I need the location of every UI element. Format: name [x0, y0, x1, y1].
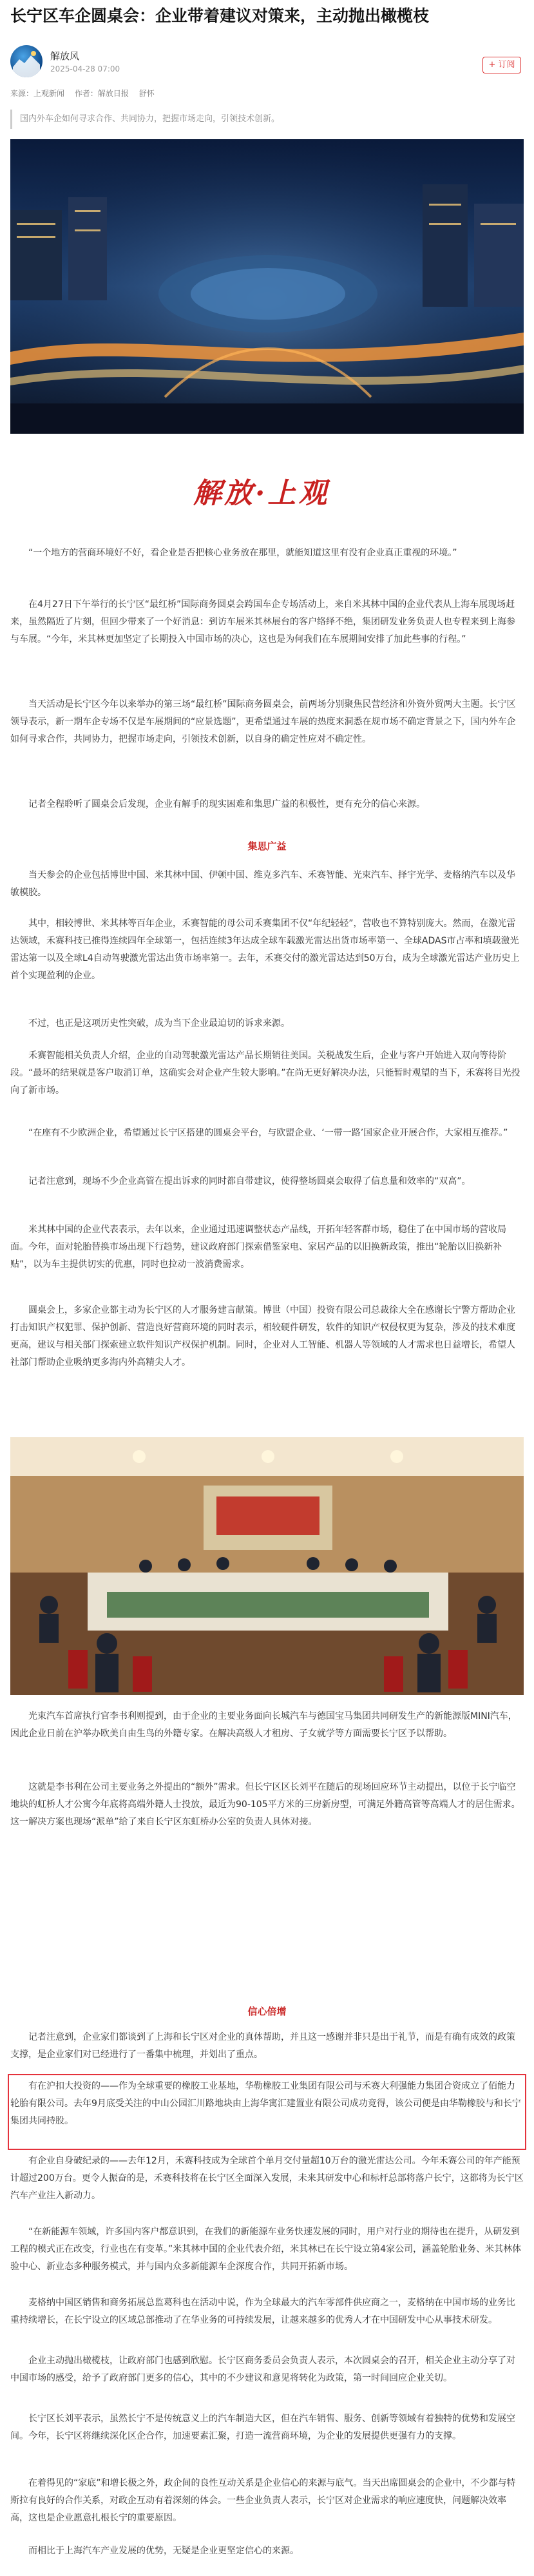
author-row [10, 45, 524, 81]
paragraph: 在着得见的“家底”和增长极之外，政企间的良性互动关系是企业信心的来源与底气。当天出席圆桌会的企业中，不少都与特斯拉有良好的合作关系，对政企互动有着深刻的体会。一些企业负责人表示，长宁区对企业需求的响应速度快，问题解决效率高，这也是企业愿意扎根长宁的重要原因。 [10, 2478, 516, 2523]
paragraph: 禾赛智能相关负责人介绍，企业的自动驾驶激光雷达产品长期销往美国。关税战发生后，企业与客户开始进入双向等待阶段。“最坏的结果就是客户取消订单，这确实会对企业产生较大影响。”在尚无更好解决办法，只能暂时观望的当下，禾赛将目光投向了新市场。 [10, 1051, 520, 1096]
highlighted-paragraph: 有在沪扣大投资的——作为全球重要的橡胶工业基地，华勒橡胶工业集团有限公司与禾赛大利强能力集团合资成立了佰能力轮胎有限公司。去年9月底受关注的中山公园汇川路地块由上海华寓汇建置业有限公司成功竞得，该公司便是由华勒橡胶与和长宁集团共同持股。 [10, 2081, 521, 2126]
section-heading: 集思广益 [247, 840, 287, 852]
paragraph: 而相比于上海汽车产业发展的优势，无疑是企业更坚定信心的来源。 [28, 2546, 299, 2556]
hero-image [10, 139, 524, 434]
avatar[interactable] [10, 45, 43, 77]
paragraph: 当天参会的企业包括博世中国、米其林中国、伊顿中国、维克多汽车、禾赛智能、光束汽车、择宇光学、麦格纳汽车以及华敏模胶。 [10, 870, 515, 898]
paragraph: “一个地方的营商环境好不好，看企业是否把核心业务放在那里，就能知道这里有没有企业真正重视的环境。” [28, 548, 457, 558]
paragraph: 企业主动抛出橄榄枝，让政府部门也感到欣慰。长宁区商务委员会负责人表示，本次圆桌会的召开，相关企业主动分享了对中国市场的感受，给予了政府部门更多的信心，其中的不少建议和意见将转化为政策，第一时间回应企业关切。 [10, 2356, 515, 2383]
section-heading: 信心倍增 [247, 2006, 287, 2017]
paragraph: “在座有不少欧洲企业，希望通过长宁区搭建的圆桌会平台，与欧盟企业、‘一带一路’国家企业开展合作，大家相互推荐。” [28, 1128, 508, 1138]
paragraph: 有企业自身破纪录的——去年12月，禾赛科技成为全球首个单月交付量超10万台的激光雷达公司。今年禾赛公司的年产能预计超过200万台。更令人振奋的是，禾赛科技将在长宁区全面深入发展，未来其研发中心和标杆总部将落户长宁，这都将为长宁区汽车产业注入新动力。 [10, 2156, 524, 2201]
paragraph: 不过，也正是这项历史性突破，成为当下企业最迫切的诉求来源。 [28, 1018, 290, 1029]
paragraph: 在4月27日下午举行的长宁区“最红桥”国际商务圆桌会跨国车企专场活动上，来自米其林中国的企业代表从上海车展现场赶来，虽然隔近了片刻，但回少带来了一个好消息：到访车展米其林展台的客户络绎不绝，集团研发业务负责人也专程来到上海参与车展。“今年，米其林更加坚定了长期投入中国市场的决心，这也是为何我们在车展期间安排了加此些事的行程。” [10, 599, 515, 644]
paragraph: “在新能源车领域，许多国内客户都意识到，在我们的新能源车业务快速发展的同时，用户对行业的期待也在提升，从研发到工程的模式正在改变，行业也在有变革。”米其林中国的企业代表介绍，米其林已在长宁设立第4家公司，涵盖轮胎业务、米其林体验中心、新业态多种服务模式，并与国内众多新能源车企深度合作，共同开拓新市场。 [10, 2227, 522, 2272]
paragraph: 圆桌会上，多家企业都主动为长宁区的人才服务建言献策。博世（中国）投资有限公司总裁徐大全在感谢长宁警方帮助企业打击知识产权犯罪、保护创新、营造良好营商环境的同时表示，相较硬件研发，软件的知识产权侵权更为复杂，涉及的技术难度更高，建议与相关部门探索建立软件知识产权保护机制。同时，企业对人工智能、机器人等领域的人才需求也日益增长，希望人社部门帮助企业吸纳更多海内外高精尖人才。 [10, 1305, 515, 1368]
source-tag: 舒怀 [138, 89, 155, 98]
source-tag: 作者：解放日报 [74, 89, 129, 98]
meeting-photo [10, 1437, 524, 1695]
paragraph: 其中，相较博世、米其林等百年企业，禾赛智能的母公司禾赛集团不仅“年纪轻轻”，营收也不算特别庞大。然而，在激光雷达领域，禾赛科技已推得连续四年全球第一，包括连续3年达成全球车载激光雷达出货市场率第一、全球ADAS市占率和填载激光雷达第一以及全球L4自动驾驶激光雷达出货市场率第一。去年，禾赛交付的激光雷达达到50万台，成为全球激光雷达产业历史上首个实现盈利的企业。 [10, 918, 520, 981]
paragraph: 当天活动是长宁区今年以来举办的第三场“最红桥”国际商务圆桌会，前两场分别聚焦民营经济和外资外贸两大主题。长宁区领导表示，新一期车企专场不仅是车展期间的“应景选题”，更希望通过车展的热度来洞悉在规市场不确定背景之下，国内外车企如何寻求合作，共同协力，把握市场走向，引领技术创新，以自身的确定性应对不确定性。 [10, 699, 516, 744]
author-name[interactable]: 解放风 [50, 50, 80, 62]
paragraph: 这就是李书利在公司主要业务之外提出的“额外”需求。但长宁区区长刘平在随后的现场回应环节主动提出，以位于长宁临空地块的虹桥人才公寓今年底将高端外籍人士投放，最近为90-105平方米的三房新房型，可满足外籍高管等高端人才的居住需求。这一解决方案也现场“派单”给了来自长宁区东虹桥办公室的负责人具体对接。 [10, 1782, 520, 1827]
paragraph: 记者注意到，企业家们都谈到了上海和长宁区对企业的真体帮助，并且这一感谢并非只是出于礼节，而是有确有成效的政策支撑，是企业家们对已经进行了一番集中梳理，并划出了重点。 [10, 2032, 515, 2060]
paragraph: 记者注意到，现场不少企业高管在提出诉求的同时都自带建议，使得整场圆桌会取得了信息量和效率的“双高”。 [28, 1176, 471, 1186]
article-summary: 国内外车企如何寻求合作、共同协力，把握市场走向，引领技术创新。 [10, 110, 524, 129]
article-title: 长宁区车企圆桌会：企业带着建议对策来，主动抛出橄榄枝 [10, 6, 430, 25]
avatar-icon [10, 45, 43, 77]
paragraph: 光束汽车首席执行官李书利则提到，由于企业的主要业务面向长城汽车与德国宝马集团共同研发生产的新能源版MINI汽车，因此企业日前在沪举办欧美自由生鸟的外籍专家。在解决高级人才租房、子女就学等方面需要长宁区予以帮助。 [10, 1711, 517, 1739]
paragraph: 米其林中国的企业代表表示，去年以来，企业通过迅速调整状态产品线，开拓年轻客群市场，稳住了在中国市场的营收局面。今年，面对轮胎替换市场出现下行趋势，建议政府部门探索借鉴家电、家居产品的以旧换新政策，推出“轮胎以旧换新补贴”，以为车主提供切实的优惠，同时也拉动一波消费需求。 [10, 1225, 506, 1270]
publish-date: 2025-04-28 07:00 [50, 64, 120, 73]
source-tags [10, 88, 162, 99]
source-tag: 来源：上观新闻 [10, 89, 65, 98]
paragraph: 麦格纳中国区销售和商务拓展总监葛科也在活动中说，作为全球最大的汽车零部件供应商之一，麦格纳在中国市场的业务比重持续增长，在长宁设立的区域总部推动了在华业务的可持续发展，让越来越多的优秀人才在中国研发中心从事技术研发。 [10, 2298, 515, 2325]
paragraph: 长宁区长刘平表示，虽然长宁不是传统意义上的汽车制造大区，但在汽车销售、服务、创新等领域有着独特的优势和发展空间。今年，长宁区将继续深化区企合作，加速要素汇聚，打造一流营商环境，为企业的发展提供更强有力的支撑。 [10, 2414, 515, 2441]
logo-text: 解放·上观 [193, 477, 330, 510]
publication-logo [193, 467, 345, 519]
paragraph: 记者全程聆听了圆桌会后发现，企业有解手的现实困难和集思广益的积极性，更有充分的信心来源。 [28, 799, 425, 809]
follow-button[interactable]: + 订阅 [482, 57, 521, 73]
